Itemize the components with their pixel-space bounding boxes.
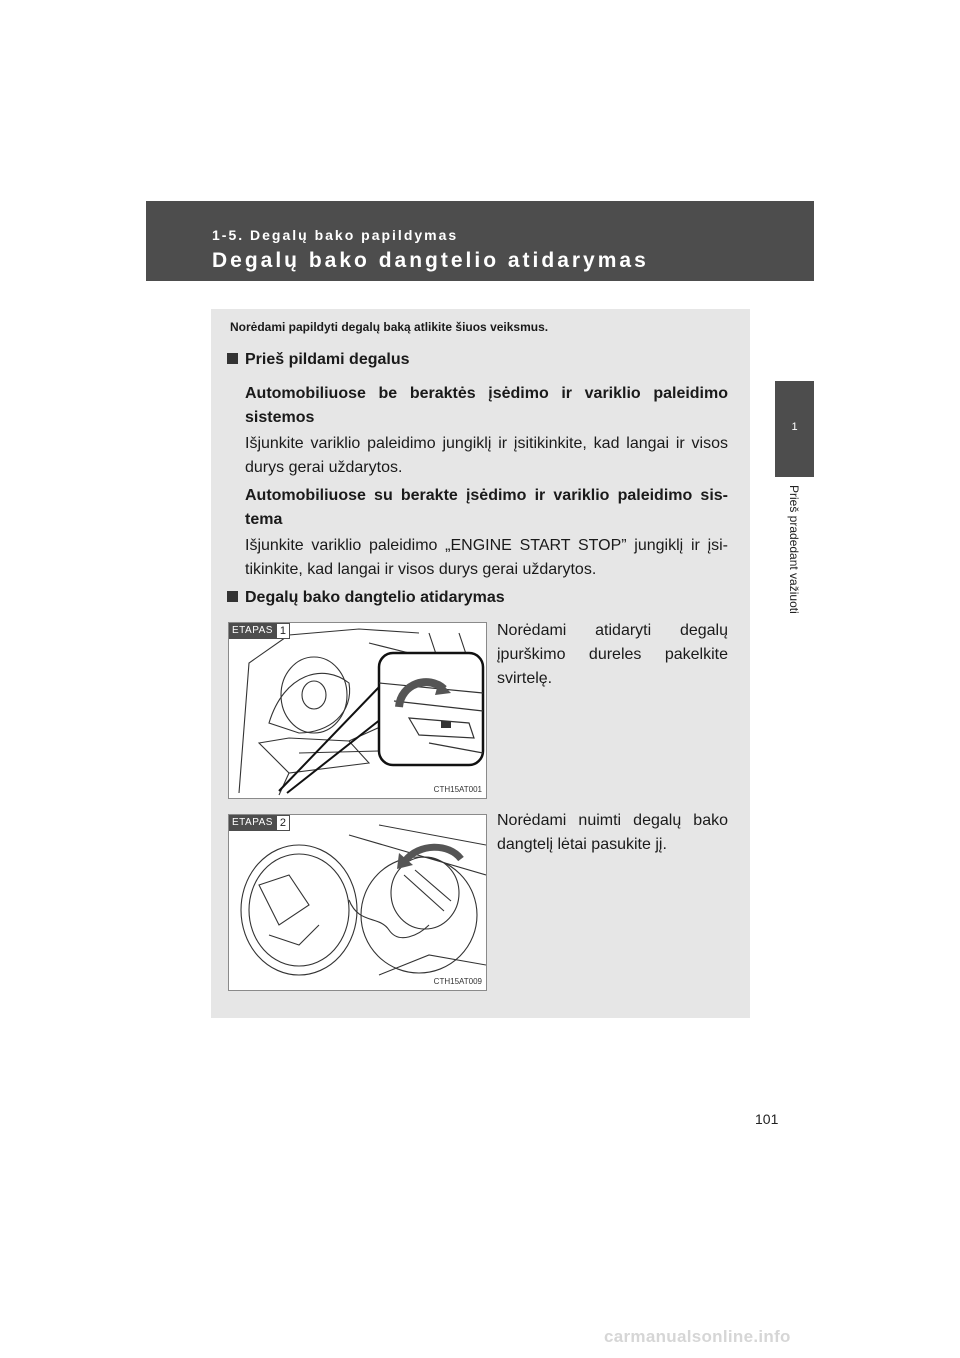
figure-step-1: [228, 622, 487, 799]
figure-code: CTH15AT001: [433, 785, 482, 794]
figure-code: CTH15AT009: [433, 977, 482, 986]
subsection-title-keyless-on: Automobiliuose su berakte įsėdimo ir variklio paleidimo sis- tema: [245, 487, 728, 528]
chapter-title-text: Prieš pradedant važiuoti: [787, 485, 801, 614]
square-bullet-icon: [227, 353, 238, 364]
chapter-tab: [775, 381, 814, 477]
fuel-cap-illustration: [229, 815, 486, 990]
step-number: 1: [276, 623, 290, 639]
interior-lever-illustration: [229, 623, 486, 798]
step-2-text: Norėdami nuimti degalų bako dangtelį lėtai pasukite jį.: [497, 812, 728, 853]
step-word: ETAPAS: [229, 815, 276, 831]
content-panel: [211, 309, 750, 1018]
subsection-text-keyless-off: Išjunkite variklio paleidimo jungiklį ir įsitikinkite, kad langai ir visos durys gerai uždarytos.: [245, 435, 728, 476]
section-heading-text: Prieš pildami degalus: [245, 351, 410, 368]
step-word: ETAPAS: [229, 623, 276, 639]
subsection-title-keyless-off: Automobiliuose be beraktės įsėdimo ir variklio paleidimo sistemos: [245, 385, 728, 426]
section-label: 1-5. Degalų bako papildymas: [212, 227, 459, 243]
square-bullet-icon: [227, 591, 238, 602]
step-label: [229, 815, 290, 831]
figure-step-2: [228, 814, 487, 991]
step-label: [229, 623, 290, 639]
page-title: Degalų bako dangtelio atidarymas: [212, 249, 649, 272]
page-number: 101: [755, 1111, 779, 1127]
section-heading-before-refuel: [227, 351, 410, 369]
watermark: carmanualsonline.info: [604, 1327, 791, 1346]
section-heading-text: Degalų bako dangtelio atidarymas: [245, 589, 505, 606]
step-number: 2: [276, 815, 290, 831]
intro-text: Norėdami papildyti degalų baką atlikite šiuos veiksmus.: [230, 320, 549, 334]
chapter-number: 1: [791, 421, 798, 433]
section-heading-open-cap: [227, 589, 505, 607]
step-1-text: Norėdami atidaryti degalų įpurškimo dureles pakelkite svirtelę.: [497, 622, 728, 687]
chapter-header: [146, 201, 814, 281]
subsection-text-keyless-on: Išjunkite variklio paleidimo „ENGINE START STOP” jungiklį ir įsi- tikinkite, kad langai ir visos durys gerai uždarytos.: [245, 537, 728, 578]
